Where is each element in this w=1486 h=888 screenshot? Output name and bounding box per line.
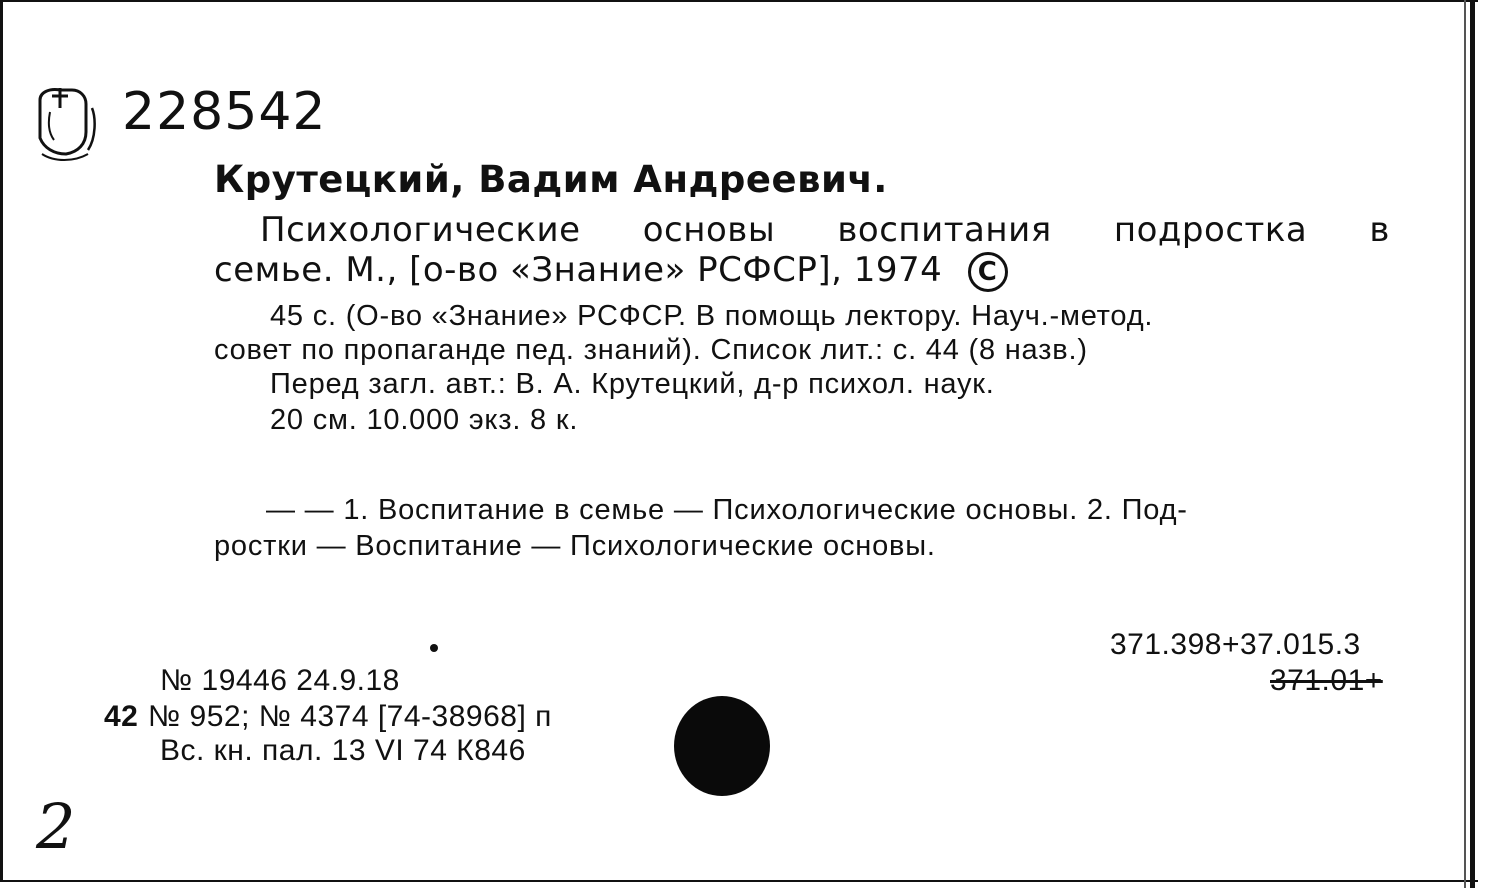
title-word: подростка xyxy=(1113,210,1308,250)
author-heading: Крутецкий, Вадим Андреевич. xyxy=(214,158,888,201)
subject-line-1: — — 1. Воспитание в семье — Психологические основы. 2. Под- xyxy=(266,494,1188,526)
udc-classification: 371.398+37.015.3 xyxy=(1110,628,1361,661)
copyright-icon: C xyxy=(968,252,1008,292)
title-word: воспитания xyxy=(837,210,1052,250)
title-word: Психологические xyxy=(260,210,581,250)
description-line-4: 20 см. 10.000 экз. 8 к. xyxy=(270,404,579,436)
udc-crossed-out: 371.01+ xyxy=(1270,664,1383,697)
chamber-record: Вс. кн. пал. 13 VI 74 К846 xyxy=(160,734,526,767)
ink-dot xyxy=(430,644,438,652)
title-line-1 xyxy=(260,210,1390,250)
card-right-edge xyxy=(1470,0,1475,888)
description-line-2: совет по пропаганде пед. знаний). Список лит.: с. 44 (8 назв.) xyxy=(214,334,1088,366)
handwritten-mark: 2 xyxy=(36,790,76,863)
handwritten-card-number: 228542 xyxy=(122,82,327,142)
title-word: в xyxy=(1369,210,1390,250)
order-number: № 19446 24.9.18 xyxy=(160,664,400,697)
registration-numbers: № 952; № 4374 [74-38968] п xyxy=(148,700,552,733)
punch-hole xyxy=(674,696,770,796)
title-word: основы xyxy=(642,210,776,250)
description-line-3: Перед загл. авт.: В. А. Крутецкий, д-р психол. наук. xyxy=(270,368,995,400)
description-line-1: 45 с. (О-во «Знание» РСФСР. В помощь лектору. Науч.-метод. xyxy=(270,300,1154,332)
library-stamp-icon xyxy=(30,78,110,168)
imprint-text: семье. М., [о-во «Знание» РСФСР], 1974 xyxy=(214,250,943,290)
title-line-2 xyxy=(214,250,1008,292)
card-edge-shadow xyxy=(1464,0,1466,888)
print-prefix: 42 xyxy=(104,700,139,733)
subject-line-2: ростки — Воспитание — Психологические основы. xyxy=(214,530,936,562)
